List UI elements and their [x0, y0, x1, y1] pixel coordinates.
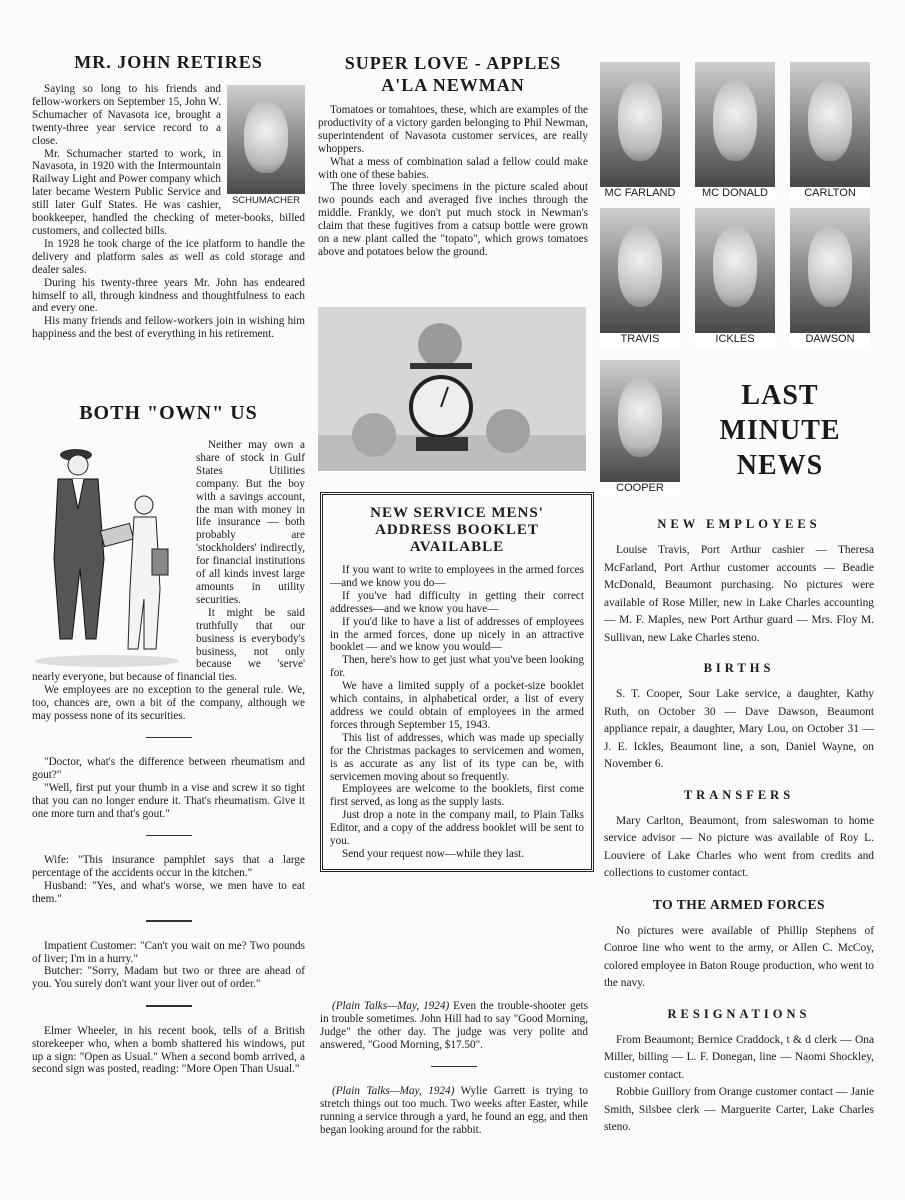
jokes-list [32, 737, 305, 1076]
paragraph: The three lovely specimens in the picture scaled about two pounds each and averaged five inches through the middle. Frankly, we don't put much stock in Newman's claim that these fugitives from a catsup bottle were grown on a new plant called the "topato", which grows tomatoes above and potatoes below the ground. [318, 181, 588, 258]
last-minute-news-heading [700, 378, 860, 483]
paragraph: In 1928 he took charge of the ice platform to handle the delivery and platform sales as well as cold storage and dealer sales. [32, 237, 305, 276]
paragraph: What a mess of combination salad a fellow could make with one of these babies. [318, 155, 588, 181]
last-minute-news-sections [604, 517, 874, 1137]
paragraph: "Doctor, what's the difference between rheumatism and gout?" [32, 756, 305, 782]
paragraph: Elmer Wheeler, in his recent book, tells of a British storekeeper who, when a bomb shattered his windows, put up a sign: "Open as Usual." When a second bomb arrived, a second sign was posted, reading: "More Open Than Usual." [32, 1024, 305, 1076]
paragraph: If you want to write to employees in the armed forces—and we know you do— [330, 564, 584, 589]
section-body [604, 813, 874, 883]
employee-photo [790, 208, 870, 346]
section-heading: BIRTHS [703, 661, 775, 675]
section-body [604, 923, 874, 993]
headline: BOTH "OWN" US [79, 402, 258, 424]
paragraph: From Beaumont; Bernice Craddock, t & d clerk — Ona Miller, billing — L. F. Donegan, line — Naomi Shockley, customer contact. [604, 1033, 874, 1081]
paragraph: Mr. Schumacher started to work, in Navasota, in 1920 with the Intermountain Railway Light and Power company which later became Western Public Service and still later Gulf States. He was cashier, bookkeeper, handled the checking of meter-books, billed customers, and collected bills. [32, 147, 305, 237]
paragraph: "Well, first put your thumb in a vise and screw it so tight that you can no longer endure it. That's rheumatism. Give it one more turn and that's gout." [32, 782, 305, 821]
paragraph: Just drop a note in the company mail, to Plain Talks Editor, and a copy of the address booklet will be sent to you. [330, 809, 584, 848]
employee-photo [695, 62, 775, 200]
joke [32, 940, 305, 992]
section-heading: TRANSFERS [683, 787, 795, 802]
text: Even the trouble-shooter gets in trouble sometimes. John Hill had to say "Good Morning, Judge" the other day. The judge was very polite and answered, "Good Morning, $17.50". [320, 1000, 588, 1051]
source: (Plain Talks—May, 1924) [332, 1000, 450, 1012]
schumacher-photo [227, 85, 305, 207]
paragraph: During his twenty-three years Mr. John has endeared himself to all, through kindness and thoughtfulness to each and every one. [32, 276, 305, 315]
paragraph: Then, here's how to get just what you've been looking for. [330, 654, 584, 680]
article-body [318, 104, 588, 259]
paragraph: This list of addresses, which was made up specially for the Christmas packages to servicemen and women, is as accurate as any list of its type can be, with servicemen moving about so frequently. [330, 731, 584, 783]
divider [146, 835, 192, 837]
employee-photo [695, 208, 775, 346]
article-super-love-apples [318, 52, 588, 259]
paragraph: Mary Carlton, Beaumont, from saleswoman to home service advisor — No picture was available of Roy L. Louviere of Lake Charles who went from credits and collections to customer contact. [604, 814, 874, 879]
paragraph: Wife: "This insurance pamphlet says that a large percentage of the accidents occur in the kitchen." [32, 854, 305, 880]
joke [32, 854, 305, 906]
photo-caption: COOPER [600, 482, 680, 495]
section-heading: TO THE ARMED FORCES [652, 896, 826, 912]
paragraph: We have a limited supply of a pocket-size booklet which contains, in alphabetical order, a list of every address we could obtain of employees in the armed forces through September 15, 1943. [330, 680, 584, 731]
headline-line-2: A'LA NEWMAN [381, 75, 525, 95]
plain-talks-item [320, 1085, 588, 1137]
paragraph: If you've had difficulty in getting their correct addresses—and we know you have— [330, 589, 584, 615]
paragraph: Neither may own a share of stock in Gulf States Utilities company. But the boy with a savings account, the man with money in life insurance — both probably are 'stockholders' indirectly, for financial institutions of all kinds invest large amounts in utility securities. [196, 439, 305, 606]
booklet-announcement-box [320, 492, 594, 872]
tomatoes-on-scale-photo [318, 307, 586, 471]
photo-caption: TRAVIS [600, 333, 680, 346]
paragraph: We employees are no exception to the general rule. We, too, chances are, own a bit of the company, although we may possess none of its securities. [32, 684, 305, 723]
headline: MR. JOHN RETIRES [74, 52, 263, 72]
photo-caption: MC DONALD [695, 187, 775, 200]
section-body [604, 542, 874, 647]
heading-line: NEWS [736, 450, 824, 481]
joke [32, 1025, 305, 1077]
plain-talks-items [320, 1000, 588, 1137]
paragraph: It might be said truthfully that our business is everybody's business, not only because we 'serve' nearly everyone, but because of financial ties. [32, 606, 305, 684]
paragraph [320, 1000, 588, 1052]
paragraph: Impatient Customer: "Can't you wait on me? Two pounds of liver; I'm in a hurry." [32, 939, 305, 965]
photo-caption: SCHUMACHER [227, 194, 305, 207]
divider [146, 920, 192, 922]
headline-line-1: SUPER LOVE - APPLES [344, 53, 562, 73]
paragraph [320, 1085, 588, 1137]
paragraph: If you'd like to have a list of addresses of employees in the armed forces, done up nicely in an attractive booklet — and we know you would— [330, 615, 584, 654]
employee-photo [790, 62, 870, 200]
divider [146, 737, 192, 739]
paragraph: Butcher: "Sorry, Madam but two or three are ahead of you. You surely don't want your liver out of order." [32, 965, 305, 991]
article-body [330, 564, 584, 861]
paragraph: Husband: "Yes, and what's worse, we men have to eat them." [32, 880, 305, 906]
article-both-own-us [32, 402, 305, 1076]
employee-photo [600, 208, 680, 346]
paragraph: No pictures were available of Phillip Stephens of Conroe line who went to the army, or Allen C. McCoy, colored employee in Baton Rouge production, who went to the navy. [604, 924, 874, 989]
photo-caption: MC FARLAND [600, 187, 680, 200]
plain-talks-item [320, 1000, 588, 1052]
man-and-newsboy-illustration [32, 439, 182, 667]
heading-line: LAST [741, 380, 819, 411]
paragraph: Louise Travis, Port Arthur cashier — Theresa McFarland, Port Arthur customer accounts — Beadie McDonald, Beaumont purchasing. No pictures were available of Rose Miller, new in Lake Charles accounting — M. F. Maples, new Port Arthur guard — Mrs. Floy M. Sullivan, new Lake Charles steno. [604, 544, 874, 644]
section-body [604, 686, 874, 774]
source: (Plain Talks—May, 1924) [332, 1085, 455, 1098]
article-mr-john-retires [32, 52, 305, 341]
paragraph: Robbie Guillory from Orange customer contact — Janie Smith, Silsbee clerk — Marguerite Carter, Lake Charles steno. [604, 1086, 874, 1133]
divider [431, 1066, 477, 1068]
employee-photo [600, 62, 680, 200]
paragraph: S. T. Cooper, Sour Lake service, a daughter, Kathy Ruth, on October 30 — Dave Dawson, Beaumont appliance repair, a daughter, Mary Lou, on October 31 — J. E. Ickles, Beaumont line, a son, Daniel Wayne, on November 6. [604, 688, 874, 770]
paragraph: Employees are welcome to the booklets, first come first served, as long as the supply lasts. [330, 783, 584, 809]
text: Wylie Garrett is trying to stretch things out too much. Two weeks after Easter, while running a service through a yard, he found an egg, and then began looking around for the rabbit. [320, 1085, 588, 1136]
paragraph: His many friends and fellow-workers join in wishing him happiness and the best of everything in his retirement. [32, 315, 305, 341]
photo-caption: ICKLES [695, 333, 775, 346]
section-heading: NEW EMPLOYEES [657, 517, 821, 531]
section-heading: RESIGNATIONS [667, 1006, 811, 1021]
employee-photo [600, 360, 680, 495]
divider [146, 1005, 192, 1007]
paragraph: Send your request now—while they last. [342, 847, 525, 860]
headline: NEW SERVICE MENS' ADDRESS BOOKLET AVAILABLE [370, 505, 544, 555]
photo-caption: CARLTON [790, 187, 870, 200]
paragraph: Tomatoes or tomahtoes, these, which are examples of the productivity of a victory garden belonging to Phil Newman, superintendent of Navasota customer services, are really whoppers. [318, 104, 588, 155]
joke [32, 756, 305, 821]
heading-line: MINUTE [719, 415, 841, 446]
section-body [604, 1032, 874, 1137]
paragraph: Saying so long to his friends and fellow-workers on September 15, John W. Schumacher of Navasota ice, brought a twenty-three year service record to a close. [32, 83, 221, 147]
photo-caption: DAWSON [790, 333, 870, 346]
